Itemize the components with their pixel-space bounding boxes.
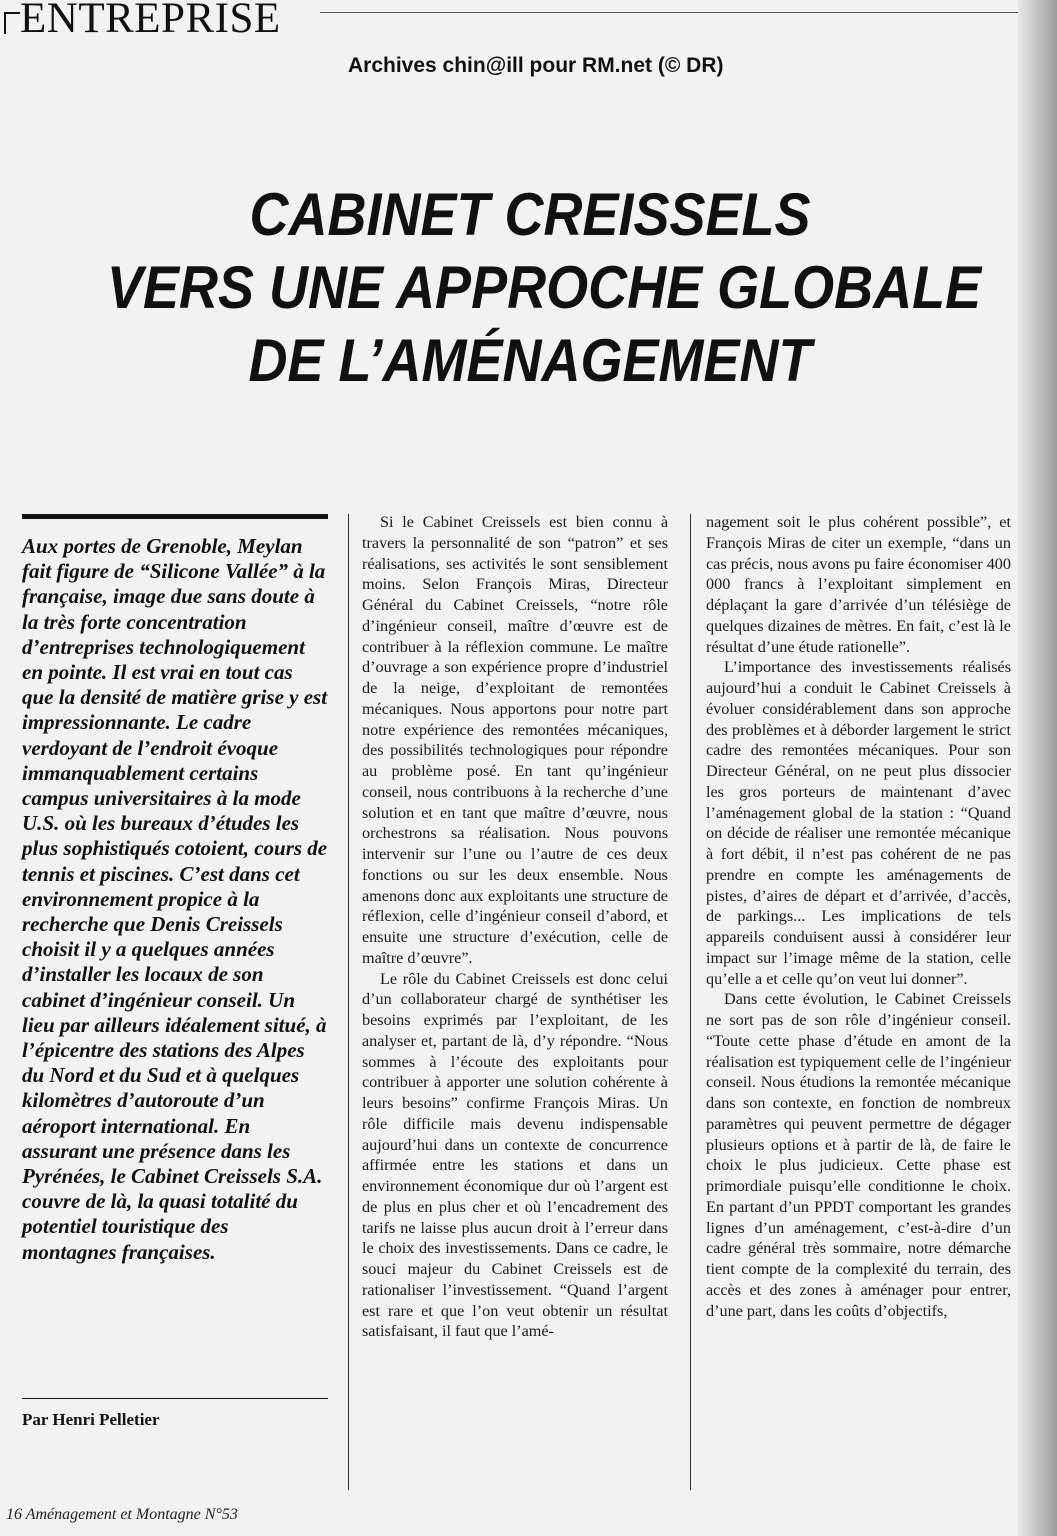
body-column-3 bbox=[706, 512, 1011, 1321]
intro-bottom-rule bbox=[22, 1398, 328, 1399]
archive-credit: Archives chin@ill pour RM.net (© DR) bbox=[348, 54, 724, 77]
column-divider bbox=[690, 514, 691, 1490]
article-headline bbox=[107, 178, 982, 397]
byline: Par Henri Pelletier bbox=[22, 1410, 160, 1429]
headline-line-2: VERS UNE APPROCHE GLOBALE bbox=[107, 254, 982, 321]
body-paragraph: L’importance des investissements réalisés aujourd’hui a conduit le Cabinet Creissels à évoluer considérablement dans son approche des problèmes et à déborder largement le strict cadre des remontées mécaniques. Pour son Directeur Général, on ne peut plus dissocier les gros porteurs de maintenant d’avec l’aménagement global de la station : “Quand on décide de réaliser une remontée mécanique à fort débit, il n’est pas cohérent de ne pas prendre en compte les aménagements de pistes, d’aires de départ et d’arrivée, d’accès, de parkings... Les implications de tels appareils conduisent aussi à considérer leur impact sur l’image même de la station, celle qu’elle a et celle qu’on veut lui donner”. bbox=[706, 658, 1011, 988]
header-rule-corner bbox=[4, 12, 20, 14]
intro-top-rule bbox=[22, 514, 328, 519]
headline-line-1: CABINET CREISSELS bbox=[249, 181, 811, 248]
body-paragraph: nagement soit le plus cohérent possible”, et François Miras de citer un exemple, “dans un cas précis, nous avons pu faire économiser 400 000 francs à l’exploitant simplement en déplaçant la gare d’arrivée d’un télésiège de quelques dizaines de mètres. En fait, c’est là le résultat d’une étude rationelle”. bbox=[706, 513, 1011, 656]
body-paragraph: Dans cette évolution, le Cabinet Creissels ne sort pas de son rôle d’ingénieur conseil. “Toute cette phase d’étude en amont de la réalisation est typiquement celle de l’ingénieur conseil. Nous étudions la remontée mécanique dans son contexte, en fonction de nombreux paramètres qui peuvent permettre de dégager plusieurs options et à partir de là, de faire le choix le plus judicieux. Cette phase est primordiale puisqu’elle conditionne le choix. En partant d’un PPDT comportant les grandes lignes d’un aménagement, c’est-à-dire d’un cadre général très sommaire, notre démarche tient compte de la complexité du terrain, des accès et des zones à aménager pour entrer, d’une part, dans les coûts d’objectifs, bbox=[706, 990, 1011, 1320]
intro-paragraph: Aux portes de Grenoble, Meylan fait figure de “Silicone Vallée” à la française, image due sans doute à la très forte concentration d’entreprises technologiquement en pointe. Il est vrai en tout cas que la densité de matière grise y est impressionnante. Le cadre verdoyant de l’endroit évoque immanquablement certains campus universitaires à la mode U.S. où les bureaux d’études les plus sophistiqués cotoient, cours de tennis et piscines. C’est dans cet environnement propice à la recherche que Denis Creissels choisit il y a quelques années d’installer les locaux de son cabinet d’ingénieur conseil. Un lieu par ailleurs idéalement situé, à l’épicentre des stations des Alpes du Nord et du Sud et à quelques kilomètres d’autoroute d’un aéroport international. En assurant une présence dans les Pyrénées, le Cabinet Creissels S.A. couvre de là, la quasi totalité du potentiel touristique des montagnes françaises. bbox=[22, 534, 328, 1264]
headline-line-3: DE L’AMÉNAGEMENT bbox=[248, 327, 812, 394]
section-header bbox=[0, 0, 1057, 44]
column-divider bbox=[348, 514, 349, 1490]
scan-page-edge bbox=[1018, 0, 1057, 1536]
header-rule-left bbox=[4, 12, 6, 34]
section-title: ENTREPRISE bbox=[20, 0, 281, 42]
body-paragraph: Si le Cabinet Creissels est bien connu à travers la personnalité de son “patron” et ses réalisations, ses activités le sont sensiblement moins. Selon François Miras, Directeur Général du Cabinet Creissels, “notre rôle d’ingénieur conseil, maître d’œuvre est de contribuer à la réflexion commune. Le maître d’ouvrage a son expérience propre d’industriel de la neige, d’exploitant de remontées mécaniques. Nous apportons pour notre part notre expérience des remontées mécaniques, des possibilités technologiques pour répondre au problème posé. En tant qu’ingénieur conseil, nous contribuons à la recherche d’une solution et en tant que maître d’œuvre, nous orchestrons sa réalisation. Nous pouvons intervenir sur l’une ou l’autre de ces deux fonctions ou sur les deux ensemble. Nous amenons donc aux exploitants une structure de réflexion, celle d’ingénieur conseil d’abord, et ensuite une structure d’exécution, celle de maître d’œuvre”. bbox=[362, 513, 668, 967]
page-folio: 16 Aménagement et Montagne N°53 bbox=[6, 1506, 238, 1523]
body-paragraph: Le rôle du Cabinet Creissels est donc celui d’un collaborateur chargé de synthétiser les besoins exprimés par l’exploitant, de les analyser et, partant de là, d’y répondre. “Nous sommes à l’écoute des exploitants pour contribuer à apporter une solution cohérente à leurs besoins” confirme François Miras. Un rôle difficile mais devenu indispensable aujourd’hui dans un contexte de concurrence affirmée entre les stations et dans un environnement économique dur où l’argent est de plus en plus cher et où l’encadrement des tarifs ne laisse plus aucun droit à l’erreur dans le choix des investissements. Dans ce cadre, le souci majeur du Cabinet Creissels est de rationaliser l’investissement. “Quand l’argent est rare et que l’on veut obtenir un résultat satisfaisant, il faut que l’amé- bbox=[362, 969, 668, 1341]
body-column-2 bbox=[362, 512, 668, 1342]
header-rule bbox=[320, 12, 1044, 13]
